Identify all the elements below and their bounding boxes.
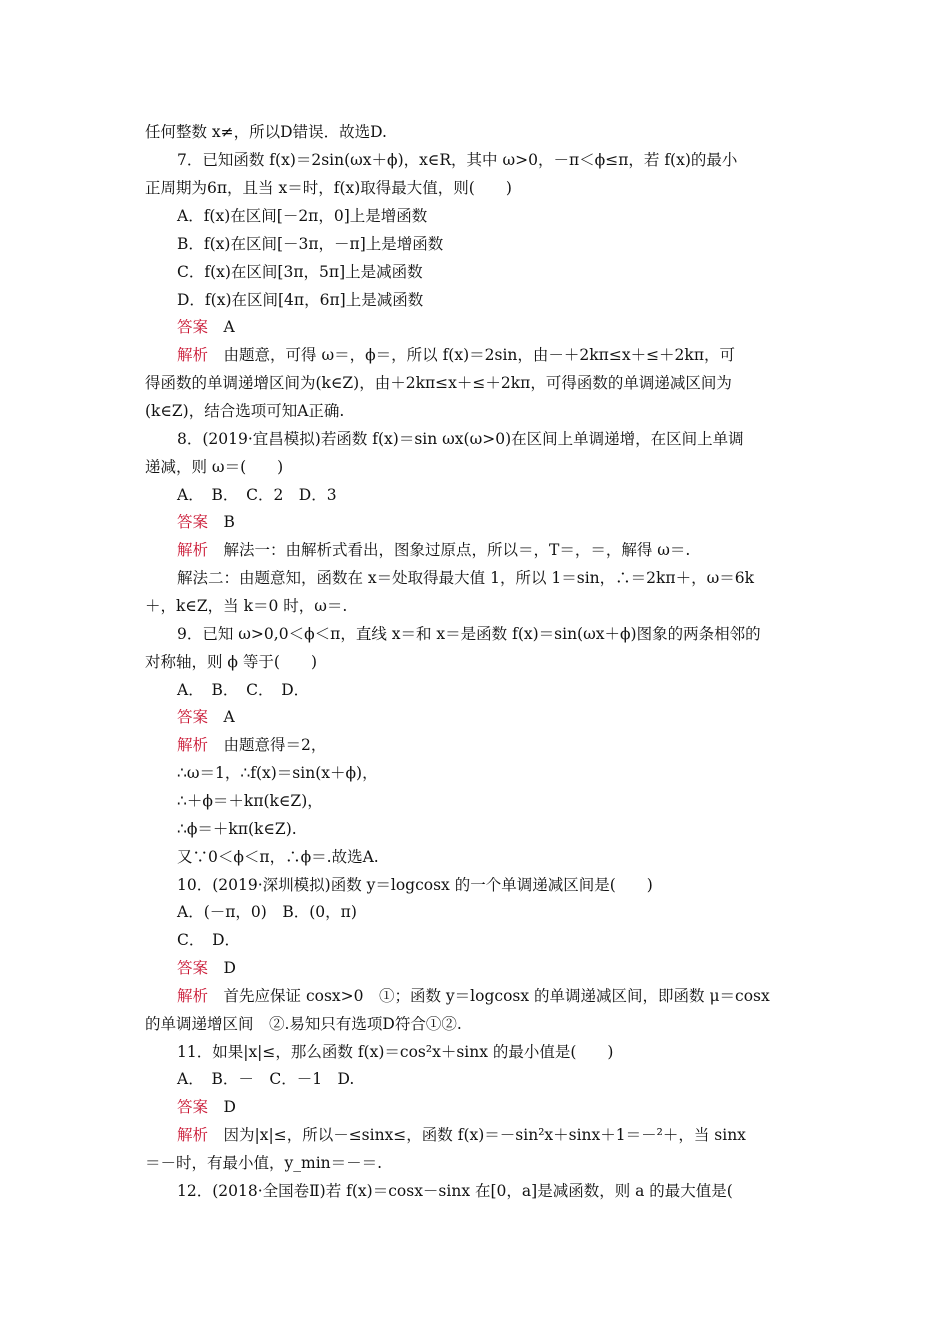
option-line: A． B．－ C．－1 D.	[177, 1070, 355, 1088]
text-line: ∴ϕ＝＋kπ(k∈Z).	[177, 820, 297, 838]
analysis-label: 解析	[177, 541, 209, 559]
option-line: A． B． C． D．	[177, 681, 310, 699]
question-10-line: 10．(2019·深圳模拟)函数 y＝logcosx 的一个单调递减区间是( )	[177, 876, 653, 894]
question-9-line: 9．已知 ω>0,0＜ϕ＜π，直线 x＝和 x＝是函数 f(x)＝sin(ωx＋ϕ)图象的两条相邻的	[177, 625, 761, 643]
answer-label: 答案	[177, 513, 209, 531]
text-line: 对称轴，则 ϕ 等于( )	[145, 653, 318, 671]
option-line: B．f(x)在区间[－3π，－π]上是增函数	[177, 235, 444, 253]
text-line: 的单调递增区间 ②.易知只有选项D符合①②.	[145, 1015, 462, 1033]
answer-line: 答案 A	[177, 318, 235, 336]
question-12-line: 12．(2018·全国卷Ⅱ)若 f(x)＝cosx－sinx 在[0，a]是减函数，则 a 的最大值是(	[177, 1182, 733, 1200]
question-7-line: 7．已知函数 f(x)＝2sin(ωx＋ϕ)，x∈R，其中 ω>0，－π＜ϕ≤π，若 f(x)的最小	[177, 151, 738, 169]
option-line: A．(－π，0) B．(0，π)	[177, 903, 357, 921]
text-line: 又∵0＜ϕ＜π，∴ϕ＝.故选A.	[177, 848, 379, 866]
answer-line: 答案 A	[177, 708, 235, 726]
analysis-label: 解析	[177, 736, 209, 754]
question-8-line: 8．(2019·宜昌模拟)若函数 f(x)＝sin ωx(ω>0)在区间上单调递增，在区间上单调	[177, 430, 744, 448]
answer-label: 答案	[177, 318, 209, 336]
option-line: D．f(x)在区间[4π，6π]上是减函数	[177, 291, 424, 309]
text-line: (k∈Z)，结合选项可知A正确.	[145, 402, 345, 420]
analysis-label: 解析	[177, 1126, 209, 1144]
text-line: ∴ω＝1，∴f(x)＝sin(x＋ϕ)，	[177, 764, 378, 782]
text-line: 得函数的单调递增区间为(k∈Z)，由＋2kπ≤x＋≤＋2kπ，可得函数的单调递减区间为	[145, 374, 732, 392]
answer-label: 答案	[177, 1098, 209, 1116]
answer-label: 答案	[177, 708, 209, 726]
text-line: 递减，则 ω＝( )	[145, 458, 284, 476]
option-line: C． D．	[177, 931, 241, 949]
analysis-label: 解析	[177, 346, 209, 364]
option-line: A．f(x)在区间[－2π，0]上是增函数	[177, 207, 428, 225]
analysis-line: 解析 由题意，可得 ω＝，ϕ＝，所以 f(x)＝2sin，由－＋2kπ≤x＋≤＋2kπ，可	[177, 346, 736, 364]
text-line: 任何整数 x≠，所以D错误．故选D.	[145, 123, 387, 141]
analysis-line: 解析 因为|x|≤，所以－≤sinx≤，函数 f(x)＝－sin²x＋sinx＋1＝－²＋，当 sinx	[177, 1126, 746, 1144]
analysis-line: 解析 解法一：由解析式看出，图象过原点，所以＝，T＝，＝，解得 ω＝.	[177, 541, 691, 559]
analysis-label: 解析	[177, 987, 209, 1005]
option-line: C．f(x)在区间[3π，5π]上是减函数	[177, 263, 423, 281]
analysis-line: 解析 由题意得＝2，	[177, 736, 327, 754]
answer-line: 答案 D	[177, 959, 236, 977]
answer-label: 答案	[177, 959, 209, 977]
text-line: 正周期为6π，且当 x＝时，f(x)取得最大值，则( )	[145, 179, 512, 197]
answer-line: 答案 B	[177, 513, 235, 531]
text-line: ＋，k∈Z，当 k＝0 时，ω＝.	[145, 597, 348, 615]
text-line: 解法二：由题意知，函数在 x＝处取得最大值 1，所以 1＝sin，∴＝2kπ＋，ω＝6k	[177, 569, 754, 587]
text-line: ＝－时，有最小值，y_min＝－＝.	[145, 1154, 383, 1172]
answer-line: 答案 D	[177, 1098, 236, 1116]
question-11-line: 11．如果|x|≤，那么函数 f(x)＝cos²x＋sinx 的最小值是( )	[177, 1043, 614, 1061]
text-line: ∴＋ϕ＝＋kπ(k∈Z)，	[177, 792, 323, 810]
option-line: A． B． C．2 D．3	[177, 486, 337, 504]
analysis-line: 解析 首先应保证 cosx>0 ①；函数 y＝logcosx 的单调递减区间，即函数 μ＝cosx	[177, 987, 770, 1005]
